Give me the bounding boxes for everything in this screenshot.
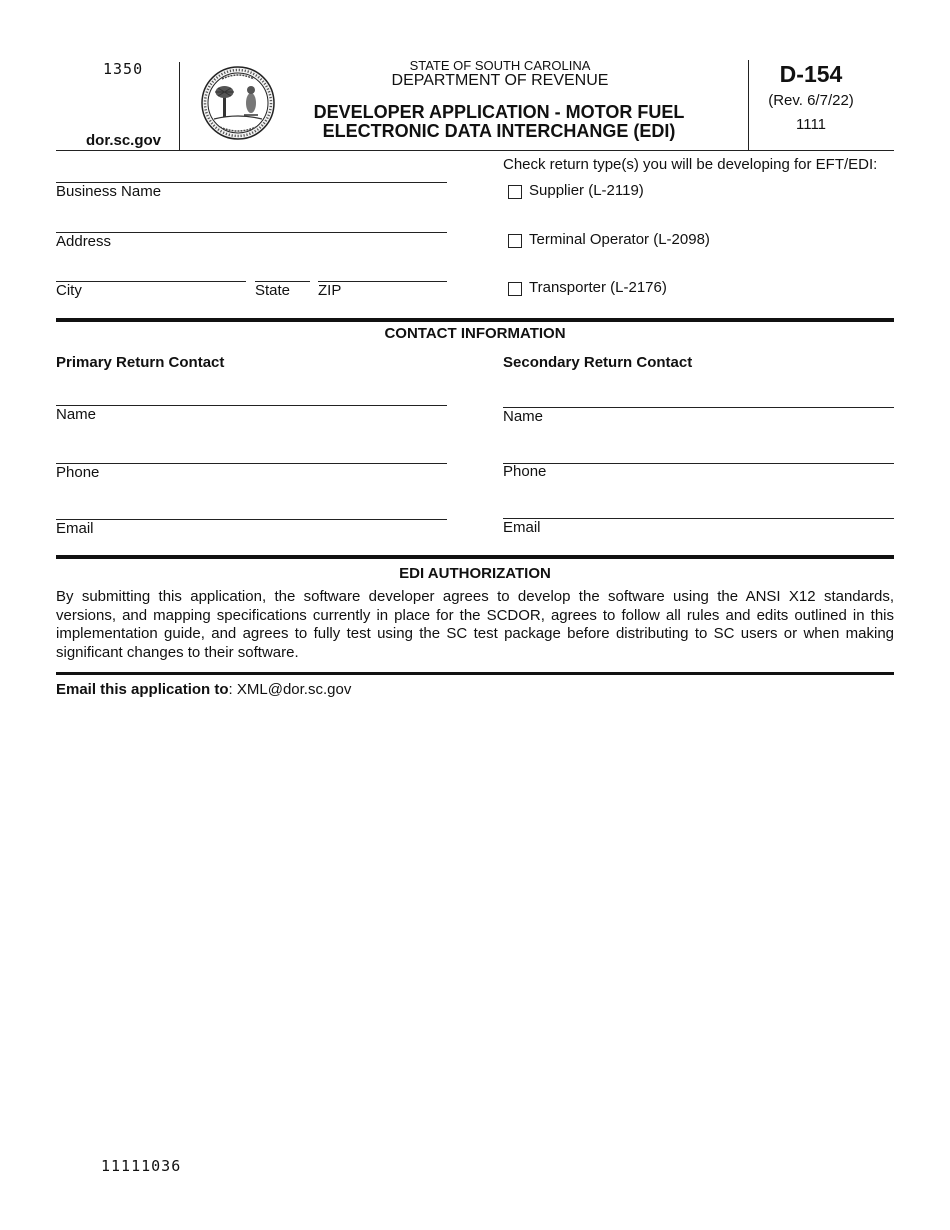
supplier-label: Supplier (L-2119) [529, 182, 644, 199]
email-instruction-label: Email this application to [56, 681, 229, 698]
footer-code: 11111036 [101, 1157, 182, 1175]
secondary-email-label: Email [503, 519, 541, 536]
authorization-line-3: implementation guide, and agrees to fully test using the SC test package before distributing to SC users or when making [56, 625, 894, 643]
authorization-line-2: versions, and mapping specifications currently in place for the SCDOR, agrees to follow all rules and edits outlined in this [56, 606, 894, 624]
state-input[interactable] [255, 259, 310, 282]
business-name-input[interactable] [56, 160, 447, 183]
city-label: City [56, 282, 82, 299]
state-seal-icon [200, 65, 276, 141]
authorization-section-rule [56, 555, 894, 559]
authorization-line-1: By submitting this application, the software developer agrees to develop the software using the ANSI X12 standards, [56, 588, 894, 605]
form-number: D-154 [779, 61, 843, 87]
secondary-name-label: Name [503, 408, 544, 425]
header-bottom-rule [56, 150, 894, 151]
authorization-bottom-rule [56, 672, 894, 675]
primary-phone-input[interactable] [56, 441, 447, 464]
terminal-operator-label: Terminal Operator (L-2098) [529, 231, 710, 248]
primary-name-input[interactable] [56, 383, 447, 406]
corner-code: 1350 [103, 60, 144, 78]
authorization-title: EDI AUTHORIZATION [399, 565, 551, 582]
header-divider-left [179, 62, 180, 150]
website: dor.sc.gov [86, 132, 162, 149]
email-instruction-separator: : [228, 681, 233, 698]
supplier-checkbox[interactable] [508, 185, 522, 199]
zip-input[interactable] [318, 259, 447, 282]
secondary-name-input[interactable] [503, 385, 894, 408]
primary-name-label: Name [56, 406, 97, 423]
terminal-operator-checkbox[interactable] [508, 234, 522, 248]
transporter-label: Transporter (L-2176) [529, 279, 667, 296]
state-name: STATE OF SOUTH CAROLINA [409, 58, 591, 73]
form-title-line1: DEVELOPER APPLICATION - MOTOR FUEL [313, 102, 685, 122]
form-revision: (Rev. 6/7/22) [768, 92, 854, 109]
submission-email-address: XML@dor.sc.gov [236, 681, 352, 698]
contact-section-title: CONTACT INFORMATION [384, 325, 566, 342]
business-name-label: Business Name [56, 183, 162, 200]
state-label: State [255, 282, 291, 299]
contact-section-rule [56, 318, 894, 322]
authorization-text [56, 588, 894, 662]
secondary-phone-label: Phone [503, 463, 547, 480]
form-code: 1111 [795, 116, 827, 133]
secondary-contact-title: Secondary Return Contact [503, 354, 693, 371]
primary-phone-label: Phone [56, 464, 100, 481]
department-name: DEPARTMENT OF REVENUE [391, 72, 609, 89]
header-divider-right [748, 60, 749, 150]
return-type-prompt: Check return type(s) you will be developing for EFT/EDI: [503, 156, 878, 173]
city-input[interactable] [56, 259, 246, 282]
transporter-checkbox[interactable] [508, 282, 522, 296]
primary-contact-title: Primary Return Contact [56, 354, 225, 371]
form-title-line2: ELECTRONIC DATA INTERCHANGE (EDI) [322, 121, 676, 141]
email-instruction [56, 681, 351, 699]
primary-email-label: Email [56, 520, 94, 537]
address-input[interactable] [56, 210, 447, 233]
authorization-line-4: significant changes to their software. [56, 643, 299, 661]
zip-label: ZIP [318, 282, 342, 299]
secondary-email-input[interactable] [503, 496, 894, 519]
secondary-phone-input[interactable] [503, 441, 894, 464]
primary-email-input[interactable] [56, 497, 447, 520]
address-label: Address [56, 233, 112, 250]
